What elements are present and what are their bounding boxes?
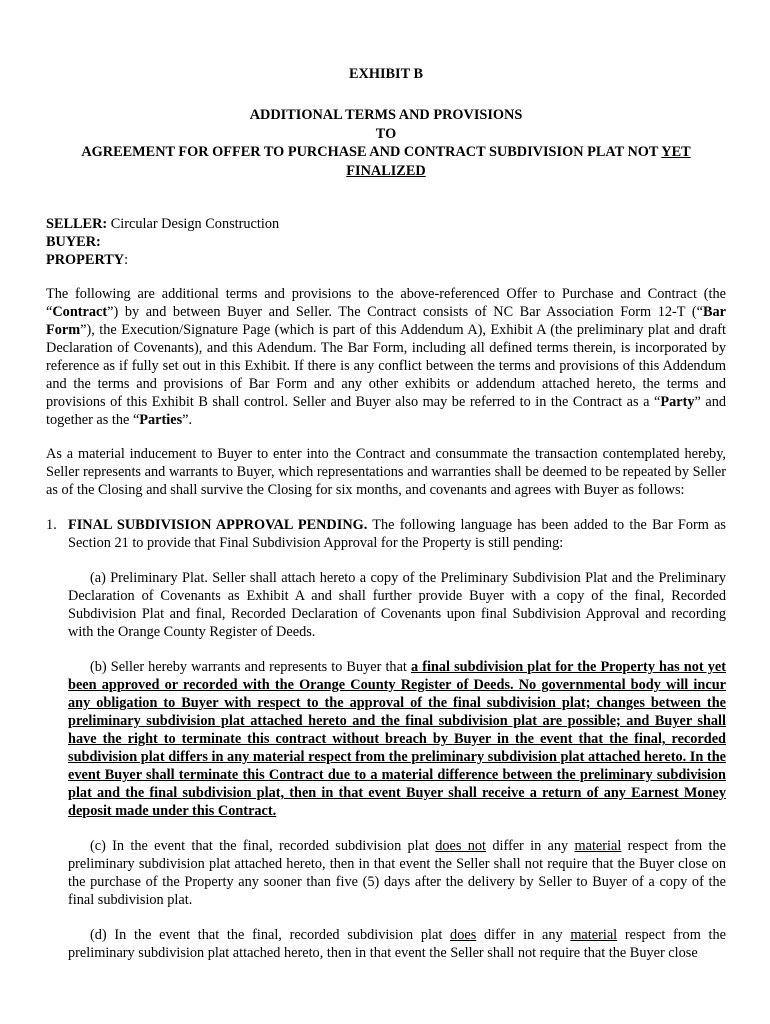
subsection-c <box>68 837 726 909</box>
section-1-heading-paragraph <box>68 516 726 552</box>
title-line-3 <box>46 143 726 162</box>
property-label: PROPERTY <box>46 252 125 268</box>
section-1-title: FINAL SUBDIVISION APPROVAL PENDING. <box>68 517 368 533</box>
title-yet: YET <box>661 144 691 160</box>
subsection-d-text-1: (d) In the event that the final, recorded subdivision plat <box>90 927 451 943</box>
subsection-a: (a) Preliminary Plat. Seller shall attach hereto a copy of the Preliminary Subdivision Plat and the Preliminary Declaration of Covenants as Exhibit A and shall further provide Buyer with a copy of the final, Recorded Subdivision Plat and final, Recorded Declaration of Covenants upon final Subdivision Approval and recording with the Orange County Register of Deeds. <box>68 570 726 640</box>
term-contract: Contract <box>52 304 108 320</box>
document-page <box>46 60 726 976</box>
buyer-line <box>46 233 726 251</box>
subsection-c-text-1: (c) In the event that the final, recorded subdivision plat <box>90 838 436 854</box>
intro-text-3: ”), the Execution/Signature Page (which is part of this Addendum A), Exhibit A (the preliminary plat and draft Declaration of Covenants), and this Adendum. The Bar Form, including all defined terms therein, is incorporated by reference as if fully set out in this Exhibit. If there is any conflict between the terms and provisions of this Addendum and the terms and provisions of Bar Form and any other exhibits or addendum attached hereto, the terms and provisions of this Exhibit B shall control. Seller and Buyer also may be referred to in the Contract as a “ <box>46 322 726 410</box>
seller-value: Circular Design Construction <box>107 216 280 232</box>
intro-text-4: ” and together as the “ <box>46 394 727 428</box>
subsection-c-text-3: respect from the preliminary subdivision plat attached hereto, then in that event the Seller shall not require that the Buyer close on the purchase of the Property any sooner than five (5) days after the delivery by Seller to Buyer of a copy of the final subdivision plat. <box>68 838 726 908</box>
subsection-d-text-3: respect from the preliminary subdivision plat attached hereto, then in that event the Seller shall not require that the Buyer close <box>68 927 726 961</box>
term-bar-form: Bar Form <box>46 304 726 338</box>
subsection-c-text-2: differ in any <box>486 838 575 854</box>
intro-paragraph <box>46 285 726 429</box>
subsection-b <box>68 658 726 820</box>
property-colon: : <box>124 252 129 268</box>
subsection-d-material: material <box>570 927 618 943</box>
seller-line <box>46 215 726 233</box>
inducement-paragraph: As a material inducement to Buyer to enter into the Contract and consummate the transaction contemplated hereby, Seller represents and warrants to Buyer, which representations and warranties shall be deemed to be repeated by Seller as of the Closing and shall survive the Closing for six months, and covenants and agrees with Buyer as follows: <box>46 446 726 498</box>
term-party: Party <box>660 394 695 410</box>
title-line-4: FINALIZED <box>346 162 426 179</box>
intro-text-1: The following are additional terms and provisions to the above-referenced Offer to Purchase and Contract (the “ <box>46 286 726 320</box>
title-line-2: TO <box>375 125 397 142</box>
property-line <box>46 251 726 269</box>
subsection-d-does: does <box>450 927 477 943</box>
section-1 <box>46 516 726 552</box>
term-parties: Parties <box>139 412 183 428</box>
title-line-1: ADDITIONAL TERMS AND PROVISIONS <box>249 107 523 123</box>
document-title <box>46 106 726 180</box>
seller-label: SELLER: <box>46 216 108 232</box>
buyer-label: BUYER: <box>46 234 101 250</box>
intro-text-2: ”) by and between Buyer and Seller. The Contract consists of NC Bar Association Form 12-T (“ <box>107 304 703 320</box>
subsection-b-emphasis: a final subdivision plat for the Property has not yet been approved or recorded with the Orange County Register of Deeds. No governmental body will incur any obligation to Buyer with respect to the approval of the final subdivision plat; changes between the preliminary subdivision plat attached hereto and the final subdivision plat are possible; and Buyer shall have the right to terminate this contract without breach by Buyer in the event that the final, recorded subdivision plat differs in any material respect from the preliminary subdivision plat attached hereto. In the event Buyer shall terminate this Contract due to a material difference between the preliminary subdivision plat and the final subdivision plat, then in that event Buyer shall receive a return of any Earnest Money deposit made under this Contract. <box>68 659 726 819</box>
subsection-d-text-2: differ in any <box>476 927 571 943</box>
subsection-c-does-not: does not <box>435 838 487 854</box>
section-1-text: The following language has been added to the Bar Form as Section 21 to provide that Final Subdivision Approval for the Property is still pending: <box>68 517 726 551</box>
section-1-number: 1. <box>46 517 57 533</box>
title-line-3-text: AGREEMENT FOR OFFER TO PURCHASE AND CONTRACT SUBDIVISION PLAT NOT <box>81 144 662 160</box>
parties-block <box>46 215 726 269</box>
subsection-c-material: material <box>574 838 622 854</box>
intro-text-5: ”. <box>182 412 193 428</box>
subsection-b-text: (b) Seller hereby warrants and represents to Buyer that <box>90 659 411 675</box>
subsection-d <box>68 926 726 962</box>
exhibit-heading: EXHIBIT B <box>348 66 424 82</box>
